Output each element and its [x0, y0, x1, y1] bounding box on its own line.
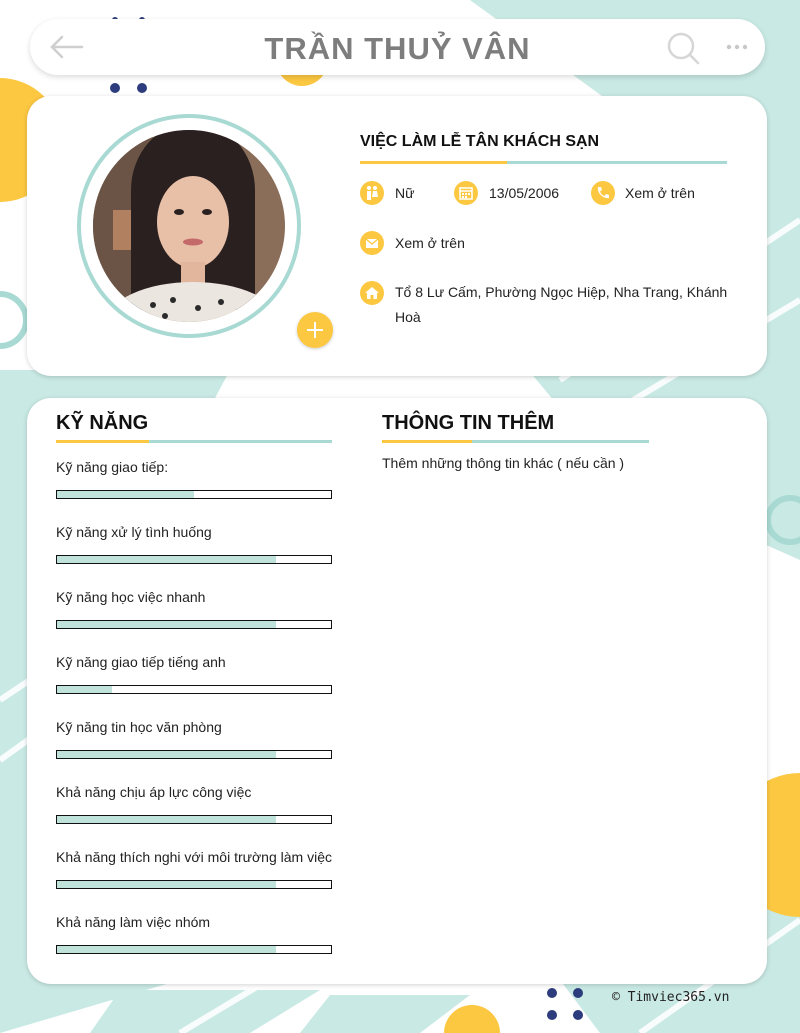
email-value: Xem ở trên — [395, 235, 465, 251]
skill-level-bar — [56, 620, 332, 629]
skill-level-fill — [57, 816, 276, 823]
calendar-icon — [454, 181, 478, 205]
phone-icon — [591, 181, 615, 205]
extra-info-text: Thêm những thông tin khác ( nếu cần ) — [382, 455, 625, 471]
skills-title: KỸ NĂNG — [56, 412, 149, 434]
skill-level-bar — [56, 685, 332, 694]
skill-label: Khả năng thích nghi với môi trường làm việc — [56, 849, 332, 865]
job-title: VIỆC LÀM LỄ TÂN KHÁCH SẠN — [360, 133, 600, 150]
skill-level-fill — [57, 881, 276, 888]
avatar[interactable] — [93, 130, 285, 322]
skill-label: Khả năng làm việc nhóm — [56, 914, 211, 930]
skill-level-bar — [56, 555, 332, 564]
address-value: Tổ 8 Lư Cấm, Phường Ngọc Hiệp, Nha Trang, Khánh Hoà — [395, 284, 728, 325]
avatar-frame — [77, 114, 301, 338]
skill-level-bar — [56, 880, 332, 889]
skill-label: Kỹ năng xử lý tình huống — [56, 524, 212, 540]
skill-label: Khả năng chịu áp lực công việc — [56, 784, 252, 800]
details-card — [27, 398, 767, 984]
skill-level-fill — [57, 556, 276, 563]
extra-info-title-underline — [382, 440, 649, 443]
add-photo-icon[interactable] — [297, 312, 333, 348]
skills-title-underline — [56, 440, 332, 443]
header-bar — [30, 19, 765, 75]
skill-level-fill — [57, 751, 276, 758]
email-icon — [360, 231, 384, 255]
skill-level-bar — [56, 750, 332, 759]
skill-label: Kỹ năng tin học văn phòng — [56, 719, 222, 735]
footer-credit: © Timviec365.vn — [612, 990, 730, 1005]
skill-label: Kỹ năng học việc nhanh — [56, 589, 206, 605]
search-icon[interactable] — [666, 31, 700, 65]
skill-level-fill — [57, 686, 112, 693]
home-icon — [360, 281, 384, 305]
gender-icon — [360, 181, 384, 205]
more-icon[interactable] — [724, 37, 750, 57]
skill-level-fill — [57, 491, 194, 498]
birthday-value: 13/05/2006 — [489, 185, 560, 201]
skill-label: Kỹ năng giao tiếp: — [56, 459, 169, 475]
job-title-underline — [360, 161, 727, 164]
gender-value: Nữ — [395, 185, 415, 201]
skill-level-fill — [57, 621, 276, 628]
candidate-name: TRẦN THUỶ VÂN — [264, 31, 531, 66]
skill-level-bar — [56, 815, 332, 824]
skill-level-bar — [56, 945, 332, 954]
phone-value: Xem ở trên — [625, 185, 695, 201]
skill-level-fill — [57, 946, 276, 953]
skill-label: Kỹ năng giao tiếp tiếng anh — [56, 654, 226, 670]
profile-card — [27, 96, 767, 376]
skill-level-bar — [56, 490, 332, 499]
extra-info-title: THÔNG TIN THÊM — [382, 412, 555, 434]
